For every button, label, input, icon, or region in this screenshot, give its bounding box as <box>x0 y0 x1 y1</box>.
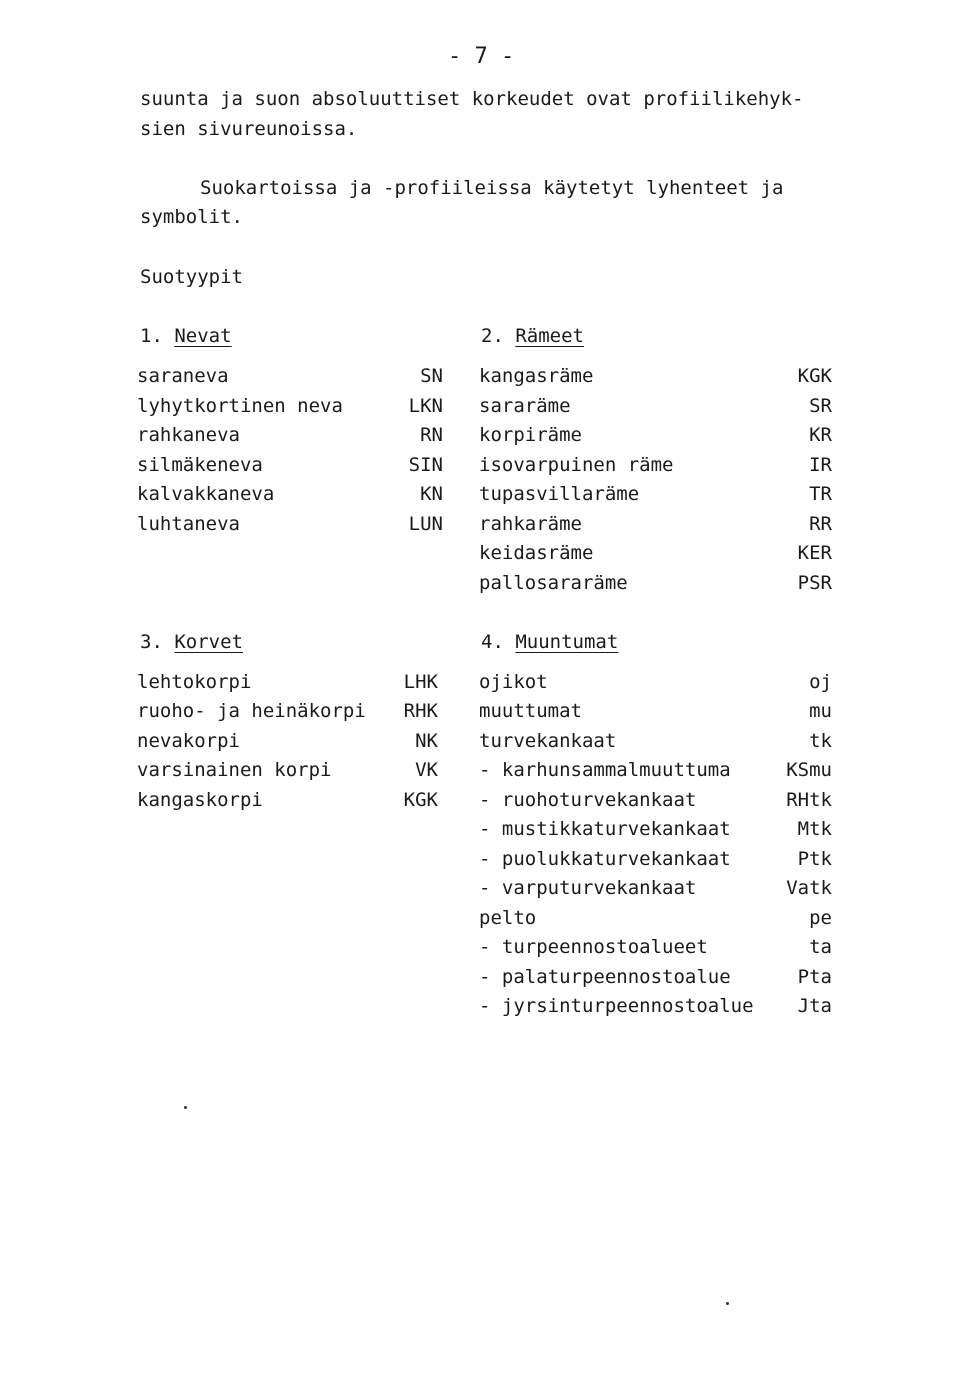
muuntumat-item-code: KSmu <box>786 759 832 781</box>
scan-speck <box>184 1106 187 1109</box>
rameet-heading <box>481 327 584 346</box>
korvet-item-name: nevakorpi <box>137 730 240 752</box>
korvet-item-code: RHK <box>403 700 438 722</box>
page-number: - 7 - <box>448 44 515 69</box>
muuntumat-item-name: - puolukkaturvekankaat <box>479 848 731 870</box>
rameet-item-code: PSR <box>797 572 832 594</box>
korvet-item-name: kangaskorpi <box>137 789 263 811</box>
muuntumat-item-code: mu <box>809 700 832 722</box>
muuntumat-item-code: Jta <box>797 995 832 1017</box>
intro-line-2: sien sivureunoissa. <box>140 118 358 140</box>
muuntumat-item-name: - karhunsammalmuuttuma <box>479 759 731 781</box>
muuntumat-title: Muuntumat <box>515 631 619 653</box>
muuntumat-item-code: RHtk <box>786 789 832 811</box>
rameet-number: 2. <box>481 325 504 347</box>
rameet-item-code: TR <box>809 483 832 505</box>
rameet-item-name: kangasräme <box>479 365 594 387</box>
rameet-item-code: IR <box>809 454 832 476</box>
nevat-item-code: RN <box>420 424 443 446</box>
nevat-item-name: saraneva <box>137 365 229 387</box>
korvet-item-name: varsinainen korpi <box>137 759 332 781</box>
rameet-item-name: pallosararäme <box>479 572 628 594</box>
muuntumat-item-name: - varputurvekankaat <box>479 877 697 899</box>
rameet-item-code: RR <box>809 513 832 535</box>
intro-line-1: suunta ja suon absoluuttiset korkeudet ovat profiilikehyk- <box>140 88 804 110</box>
muuntumat-item-name: - ruohoturvekankaat <box>479 789 697 811</box>
nevat-item-code: KN <box>420 483 443 505</box>
intro-line-4: symbolit. <box>140 206 243 228</box>
rameet-item-name: isovarpuinen räme <box>479 454 674 476</box>
muuntumat-item-code: Pta <box>797 966 832 988</box>
rameet-item-name: sararäme <box>479 395 571 417</box>
korvet-item-name: lehtokorpi <box>137 671 252 693</box>
rameet-item-code: KR <box>809 424 832 446</box>
nevat-item-code: LKN <box>408 395 443 417</box>
korvet-title: Korvet <box>174 631 243 653</box>
nevat-item-code: SN <box>420 365 443 387</box>
korvet-item-code: NK <box>415 730 438 752</box>
rameet-item-name: korpiräme <box>479 424 582 446</box>
scan-speck <box>726 1302 729 1305</box>
nevat-number: 1. <box>140 325 163 347</box>
korvet-number: 3. <box>140 631 163 653</box>
nevat-item-name: kalvakkaneva <box>137 483 275 505</box>
rameet-item-name: rahkaräme <box>479 513 582 535</box>
muuntumat-item-name: pelto <box>479 907 537 929</box>
muuntumat-item-name: - turpeennostoalueet <box>479 936 708 958</box>
korvet-heading <box>140 633 243 652</box>
korvet-item-code: LHK <box>403 671 438 693</box>
nevat-item-name: rahkaneva <box>137 424 240 446</box>
muuntumat-number: 4. <box>481 631 504 653</box>
intro-line-3: Suokartoissa ja -profiileissa käytetyt lyhenteet ja <box>200 177 784 199</box>
muuntumat-item-code: oj <box>809 671 832 693</box>
korvet-item-name: ruoho- ja heinäkorpi <box>137 700 366 722</box>
korvet-item-code: VK <box>415 759 438 781</box>
muuntumat-item-code: ta <box>809 936 832 958</box>
muuntumat-item-code: Vatk <box>786 877 832 899</box>
muuntumat-item-name: muuttumat <box>479 700 582 722</box>
muuntumat-item-code: tk <box>809 730 832 752</box>
nevat-item-name: lyhytkortinen neva <box>137 395 343 417</box>
muuntumat-item-name: - mustikkaturvekankaat <box>479 818 731 840</box>
rameet-item-name: keidasräme <box>479 542 594 564</box>
rameet-item-code: KER <box>797 542 832 564</box>
suotyypit-heading: Suotyypit <box>140 266 243 288</box>
muuntumat-item-code: Mtk <box>797 818 832 840</box>
nevat-item-name: silmäkeneva <box>137 454 263 476</box>
korvet-item-code: KGK <box>403 789 438 811</box>
nevat-item-name: luhtaneva <box>137 513 240 535</box>
muuntumat-item-name: - jyrsinturpeennostoalue <box>479 995 754 1017</box>
muuntumat-item-name: turvekankaat <box>479 730 617 752</box>
rameet-item-code: KGK <box>797 365 832 387</box>
nevat-heading <box>140 327 232 346</box>
rameet-title: Rämeet <box>515 325 584 347</box>
rameet-item-name: tupasvillaräme <box>479 483 640 505</box>
nevat-title: Nevat <box>174 325 232 347</box>
nevat-item-code: LUN <box>408 513 443 535</box>
muuntumat-item-code: pe <box>809 907 832 929</box>
muuntumat-item-code: Ptk <box>797 848 832 870</box>
muuntumat-item-name: ojikot <box>479 671 548 693</box>
muuntumat-heading <box>481 633 618 652</box>
nevat-item-code: SIN <box>408 454 443 476</box>
muuntumat-item-name: - palaturpeennostoalue <box>479 966 731 988</box>
rameet-item-code: SR <box>809 395 832 417</box>
